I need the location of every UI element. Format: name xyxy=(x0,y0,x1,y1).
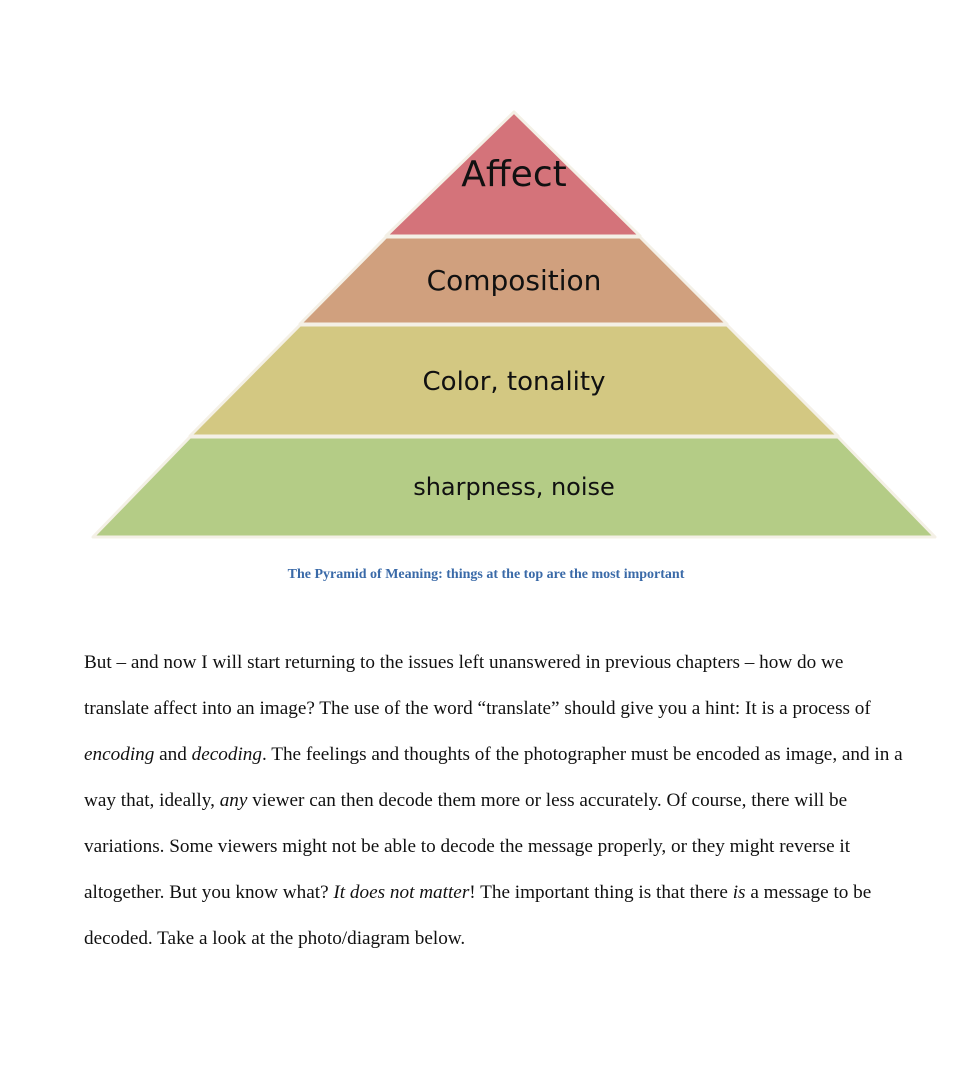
text-run: a message to be decoded. Take a look at the photo/diagram below. xyxy=(84,882,872,949)
pyramid-tier-composition xyxy=(300,237,727,324)
pyramid-tier-color-tonality xyxy=(190,325,838,436)
italic-run: It does not matter xyxy=(333,882,470,903)
text-run: and xyxy=(154,744,192,765)
tier-label-composition: Composition xyxy=(426,264,602,297)
tier-label-color-tonality: Color, tonality xyxy=(422,367,606,397)
italic-run: encoding xyxy=(84,744,155,765)
text-run: viewer can then decode them more or less accurately. Of course, there will be variations. Some viewers might not be able to decode the message properly, or they might reverse it altogether. But you know what? xyxy=(84,790,851,903)
paragraph-text xyxy=(84,640,904,962)
text-run: . The feelings and thoughts of the photographer must be encoded as image, and in a way that, ideally, xyxy=(84,744,903,811)
pyramid-tier-affect xyxy=(386,112,640,236)
italic-run: decoding xyxy=(191,744,262,765)
tier-label-affect: Affect xyxy=(461,154,567,195)
text-run: ! The important thing is that there xyxy=(469,882,733,903)
text-run: But – and now I will start returning to the issues left unanswered in previous chapters – how do we translate affect into an image? The use of the word “translate” should give you a hint: It is a process of xyxy=(84,652,871,719)
figure-caption: The Pyramid of Meaning: things at the top are the most important xyxy=(287,567,685,582)
italic-run: is xyxy=(732,882,746,903)
tier-label-sharpness-noise: sharpness, noise xyxy=(413,473,615,501)
italic-run: any xyxy=(219,790,248,811)
body-paragraph xyxy=(84,640,904,962)
pyramid-tier-sharpness-noise xyxy=(93,437,935,537)
